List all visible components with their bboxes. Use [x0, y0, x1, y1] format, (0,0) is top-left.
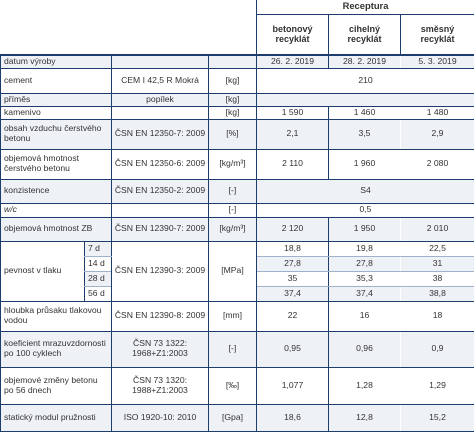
row-label: konzistence [1, 179, 112, 203]
value-smesny: 1,29 [401, 367, 474, 404]
row-unit: [kg] [209, 68, 257, 93]
row-label: w/c [1, 203, 112, 217]
table-row [1, 301, 474, 331]
table-row [1, 55, 474, 68]
row-standard: ČSN 73 1320: 1988+Z1:2003 [112, 367, 209, 404]
value-cihelny: 1 960 [329, 149, 401, 179]
row-label: objemové změny betonu po 56 dnech [1, 367, 112, 404]
row-unit: [Gpa] [209, 404, 257, 431]
table-row [1, 367, 474, 404]
row-unit: [-] [209, 203, 257, 217]
value-smesny: 18 [401, 301, 474, 331]
age-label: 7 d [85, 241, 112, 256]
table-row [1, 68, 474, 93]
value-cihelny: 3,5 [329, 119, 401, 149]
row-standard: ČSN EN 12390-3: 2009 [112, 241, 209, 301]
value-betonovy: 26. 2. 2019 [257, 55, 329, 68]
row-label: datum výroby [1, 55, 112, 68]
row-unit: [-] [209, 179, 257, 203]
row-standard: ČSN EN 12350-2: 2009 [112, 179, 209, 203]
row-standard: ČSN EN 12390-8: 2009 [112, 301, 209, 331]
column-header-betonovy: betonový recyklát [257, 14, 329, 55]
value-betonovy: 27,8 [257, 256, 329, 271]
table-row [1, 241, 474, 256]
row-unit [209, 55, 257, 68]
table-row [1, 217, 474, 241]
row-unit: [MPa] [209, 241, 257, 301]
row-unit: [kg] [209, 93, 257, 106]
value-betonovy: 0,95 [257, 331, 329, 367]
row-label: koeficient mrazuvzdornosti po 100 cyklech [1, 331, 112, 367]
value-betonovy: 35 [257, 271, 329, 286]
table-row [1, 203, 474, 217]
value-cihelny: 35,3 [329, 271, 401, 286]
value-cihelny: 0,96 [329, 331, 401, 367]
table-row [1, 93, 474, 106]
value-smesny: 2,9 [401, 119, 474, 149]
header-blank [1, 0, 257, 14]
row-label: statický modul pružnosti [1, 404, 112, 431]
value-betonovy: 37,4 [257, 286, 329, 301]
row-unit: [kg/m³] [209, 217, 257, 241]
value-betonovy: 2 110 [257, 149, 329, 179]
row-standard: CEM I 42,5 R Mokrá [112, 68, 209, 93]
value-smesny: 22,5 [401, 241, 474, 256]
value-cihelny: 1 950 [329, 217, 401, 241]
age-label: 28 d [85, 271, 112, 286]
column-header-smesny: směsný recyklát [401, 14, 474, 55]
value-smesny: 15,2 [401, 404, 474, 431]
value-merged: S4 [257, 179, 474, 203]
row-unit: [‰] [209, 367, 257, 404]
value-smesny: 2 010 [401, 217, 474, 241]
value-betonovy: 2,1 [257, 119, 329, 149]
table-row [1, 149, 474, 179]
table-row [1, 404, 474, 431]
row-unit: [kg] [209, 106, 257, 119]
value-smesny: 0,9 [401, 331, 474, 367]
age-label: 56 d [85, 286, 112, 301]
value-betonovy: 18,6 [257, 404, 329, 431]
value-betonovy: 1 590 [257, 106, 329, 119]
row-label: příměs [1, 93, 112, 106]
value-cihelny: 1 460 [329, 106, 401, 119]
table-row [1, 119, 474, 149]
age-label: 14 d [85, 256, 112, 271]
value-cihelny: 1,28 [329, 367, 401, 404]
value-cihelny: 16 [329, 301, 401, 331]
value-smesny: 5. 3. 2019 [401, 55, 474, 68]
value-cihelny: 12,8 [329, 404, 401, 431]
row-standard: ČSN EN 12390-7: 2009 [112, 217, 209, 241]
table-row [1, 331, 474, 367]
row-label: hloubka průsaku tlakovou vodou [1, 301, 112, 331]
row-unit: [kg/m³] [209, 149, 257, 179]
row-standard: popílek [112, 93, 209, 106]
row-label: objemová hmotnost čerstvého betonu [1, 149, 112, 179]
header-blank-2 [1, 14, 257, 55]
row-label: pevnost v tlaku [1, 241, 85, 301]
row-standard: ČSN 73 1322: 1968+Z1:2003 [112, 331, 209, 367]
column-header-cihelny: cihelný recyklát [329, 14, 401, 55]
row-standard: ISO 1920-10: 2010 [112, 404, 209, 431]
row-standard: ČSN EN 12350-7: 2009 [112, 119, 209, 149]
value-smesny: 2 080 [401, 149, 474, 179]
row-standard [112, 106, 209, 119]
value-smesny: 38,8 [401, 286, 474, 301]
value-betonovy: 2 120 [257, 217, 329, 241]
value-betonovy: 1,077 [257, 367, 329, 404]
value-merged [257, 93, 474, 106]
row-label: cement [1, 68, 112, 93]
table-row [1, 106, 474, 119]
value-cihelny: 28. 2. 2019 [329, 55, 401, 68]
value-smesny: 38 [401, 271, 474, 286]
row-unit: [%] [209, 119, 257, 149]
row-standard [112, 203, 209, 217]
header-title: Receptura [257, 0, 474, 14]
value-cihelny: 27,8 [329, 256, 401, 271]
value-cihelny: 37,4 [329, 286, 401, 301]
value-merged: 0,5 [257, 203, 474, 217]
row-label: objemová hmotnost ZB [1, 217, 112, 241]
row-unit: [mm] [209, 301, 257, 331]
row-standard [112, 55, 209, 68]
value-smesny: 1 480 [401, 106, 474, 119]
row-label: obsah vzduchu čerstvého betonu [1, 119, 112, 149]
value-cihelny: 19,8 [329, 241, 401, 256]
value-smesny: 31 [401, 256, 474, 271]
value-merged: 210 [257, 68, 474, 93]
row-label: kamenivo [1, 106, 112, 119]
row-unit: [-] [209, 331, 257, 367]
value-betonovy: 18,8 [257, 241, 329, 256]
row-standard: ČSN EN 12350-6: 2009 [112, 149, 209, 179]
table-row [1, 179, 474, 203]
value-betonovy: 22 [257, 301, 329, 331]
